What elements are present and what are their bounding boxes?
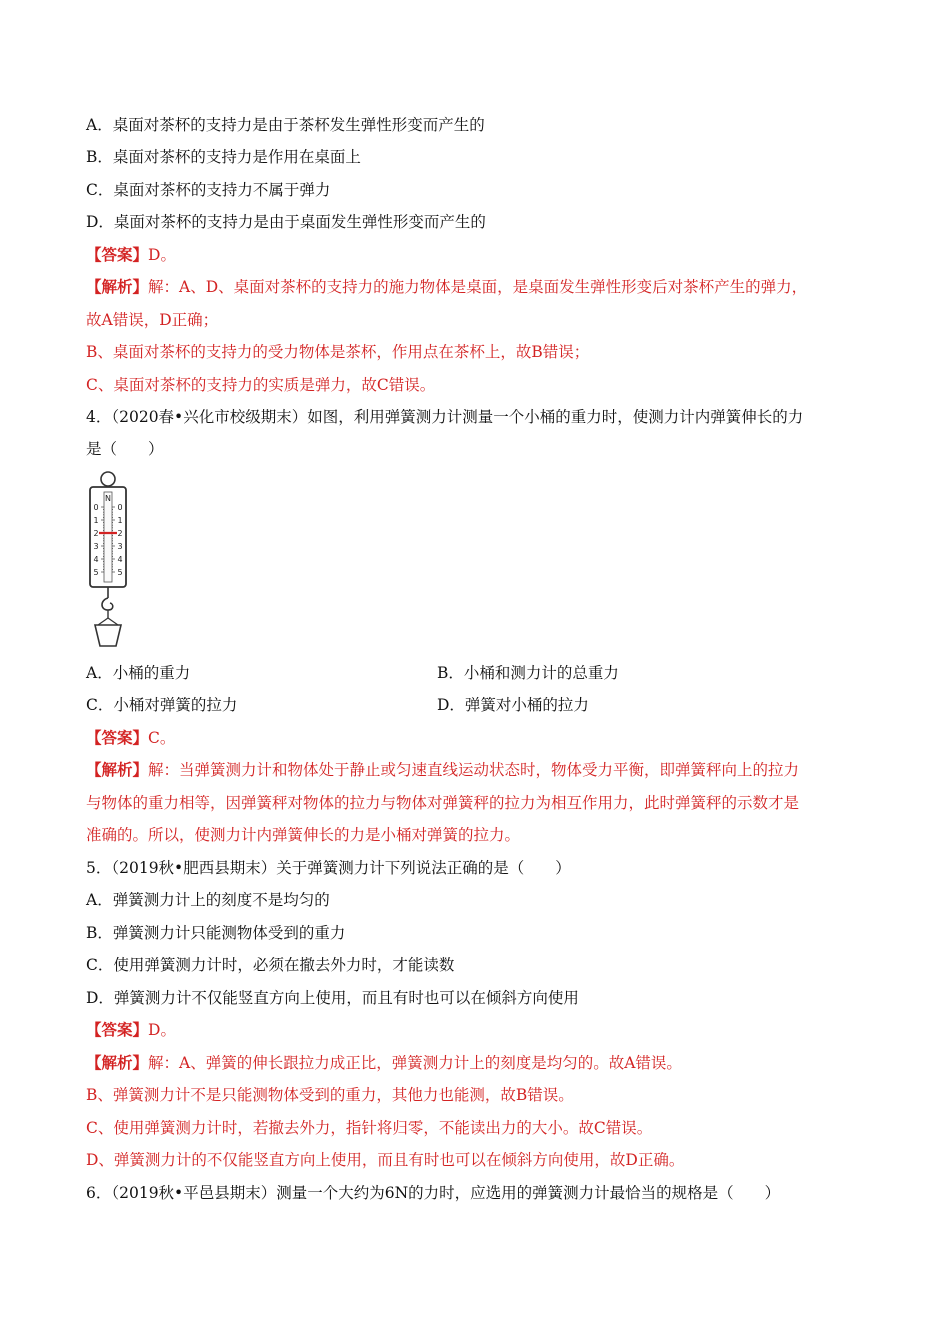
analysis-text: 解：A、弹簧的伸长跟拉力成正比，弹簧测力计上的刻度是均匀的。故A错误。 bbox=[148, 1054, 682, 1072]
tick-label: 0 bbox=[117, 503, 123, 512]
tick-label: 1 bbox=[93, 516, 99, 525]
q5-option-c: C．使用弹簧测力计时，必须在撤去外力时，才能读数 bbox=[86, 956, 455, 974]
tick-label: 4 bbox=[117, 555, 123, 564]
tick-label: 1 bbox=[117, 516, 123, 525]
q5-option-b: B．弹簧测力计只能测物体受到的重力 bbox=[86, 924, 346, 942]
answer-tag: 【答案】 bbox=[86, 1020, 149, 1039]
tick-label: 2 bbox=[117, 529, 123, 538]
q4-stem-cont: 是（ ） bbox=[86, 440, 164, 458]
q5-analysis-line: B、弹簧测力计不是只能测物体受到的重力，其他力也能测，故B错误。 bbox=[86, 1086, 574, 1104]
q3-analysis-line: C、桌面对茶杯的支持力的实质是弹力，故C错误。 bbox=[86, 376, 436, 394]
analysis-tag: 【解析】 bbox=[86, 1053, 149, 1072]
bucket-handle-right bbox=[108, 618, 118, 625]
q4-option-b: B．小桶和测力计的总重力 bbox=[437, 664, 619, 682]
q5-analysis-line: D、弹簧测力计的不仅能竖直方向上使用，而且有时也可以在倾斜方向使用，故D正确。 bbox=[86, 1151, 685, 1169]
q5-option-d: D．弹簧测力计不仅能竖直方向上使用，而且有时也可以在倾斜方向使用 bbox=[86, 989, 579, 1007]
q4-analysis-line: 与物体的重力相等，因弹簧秤对物体的拉力与物体对弹簧秤的拉力为相互作用力，此时弹簧秤的示数才是 bbox=[86, 794, 800, 812]
q3-analysis-line: 故A错误，D正确； bbox=[86, 311, 219, 329]
q3-answer bbox=[86, 244, 176, 266]
q5-analysis-line bbox=[86, 1052, 682, 1074]
q4-option-c: C．小桶对弹簧的拉力 bbox=[86, 696, 238, 714]
analysis-text: 解：A、D、桌面对茶杯的支持力的施力物体是桌面，是桌面发生弹性形变后对茶杯产生的弹力， bbox=[148, 278, 808, 296]
answer-value: C。 bbox=[148, 729, 176, 747]
q5-stem: 5．（2019秋•肥西县期末）关于弹簧测力计下列说法正确的是（ ） bbox=[86, 859, 571, 877]
q5-analysis-line: C、使用弹簧测力计时，若撤去外力，指针将归零，不能读出力的大小。故C错误。 bbox=[86, 1119, 653, 1137]
q4-analysis-line bbox=[86, 759, 799, 781]
tick-label: 5 bbox=[93, 568, 99, 577]
q3-option-a: A．桌面对茶杯的支持力是由于茶杯发生弹性形变而产生的 bbox=[86, 116, 485, 134]
answer-value: D。 bbox=[148, 1021, 176, 1039]
answer-tag: 【答案】 bbox=[86, 728, 149, 747]
analysis-text: 解：当弹簧测力计和物体处于静止或匀速直线运动状态时，物体受力平衡，即弹簧秤向上的拉力 bbox=[148, 761, 800, 779]
q3-analysis-line: B、桌面对茶杯的支持力的受力物体是茶杯，作用点在茶杯上，故B错误； bbox=[86, 343, 590, 361]
top-ring bbox=[101, 472, 115, 486]
tick-label: 3 bbox=[93, 542, 99, 551]
q4-stem: 4．（2020春•兴化市校级期末）如图，利用弹簧测力计测量一个小桶的重力时，使测力计内弹簧伸长的力 bbox=[86, 408, 804, 426]
q4-option-d: D．弹簧对小桶的拉力 bbox=[437, 696, 589, 714]
tick-label: 2 bbox=[93, 529, 99, 538]
q3-option-b: B．桌面对茶杯的支持力是作用在桌面上 bbox=[86, 148, 361, 166]
q3-analysis-line bbox=[86, 276, 807, 298]
tick-label: 4 bbox=[93, 555, 99, 564]
tick-label: 5 bbox=[117, 568, 123, 577]
hook-icon bbox=[102, 598, 113, 610]
bucket-icon bbox=[95, 625, 121, 646]
tick-label: 0 bbox=[93, 503, 99, 512]
analysis-tag: 【解析】 bbox=[86, 277, 149, 296]
q3-option-c: C．桌面对茶杯的支持力不属于弹力 bbox=[86, 181, 331, 199]
tick-label: 3 bbox=[117, 542, 123, 551]
q3-option-d: D．桌面对茶杯的支持力是由于桌面发生弹性形变而产生的 bbox=[86, 213, 486, 231]
q6-stem: 6．（2019秋•平邑县期末）测量一个大约为6N的力时，应选用的弹簧测力计最恰当的规格是（ ） bbox=[86, 1184, 781, 1202]
q4-option-a: A．小桶的重力 bbox=[86, 664, 191, 682]
q5-option-a: A．弹簧测力计上的刻度不是均匀的 bbox=[86, 891, 330, 909]
q4-analysis-line: 准确的。所以，使测力计内弹簧伸长的力是小桶对弹簧的拉力。 bbox=[86, 826, 521, 844]
spring-scale-figure bbox=[86, 470, 146, 650]
answer-tag: 【答案】 bbox=[86, 245, 149, 264]
analysis-tag: 【解析】 bbox=[86, 760, 149, 779]
unit-letter: N bbox=[105, 494, 111, 503]
answer-value: D。 bbox=[148, 246, 176, 264]
q5-answer bbox=[86, 1019, 176, 1041]
bucket-handle-left bbox=[98, 618, 108, 625]
q4-answer bbox=[86, 727, 175, 749]
